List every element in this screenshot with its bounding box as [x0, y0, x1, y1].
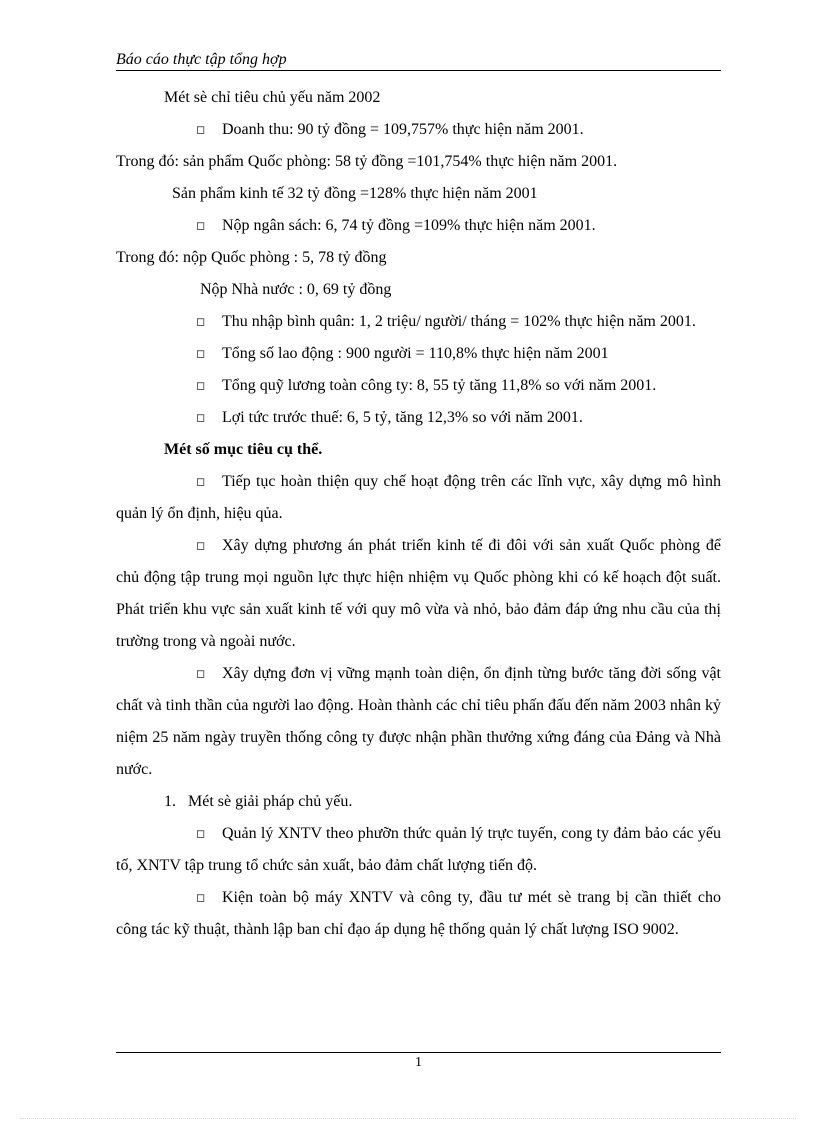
- wage-fund-text: Tổng quỹ lương toàn công ty: 8, 55 tỷ tăng 11,8% so với năm 2001.: [222, 377, 657, 394]
- profit-text: Lợi tức trước thuế: 6, 5 tỷ, tăng 12,3% so với năm 2001.: [222, 409, 583, 426]
- bullet-icon: ◻: [196, 412, 206, 424]
- goal-item: [116, 658, 721, 786]
- footer-rule: [116, 1052, 721, 1053]
- solution-item: [116, 818, 721, 882]
- revenue-defense-line: Trong đó: sản phẩm Quốc phòng: 58 tỷ đồng =101,754% thực hiện năm 2001.: [116, 153, 618, 170]
- document-body: [116, 82, 721, 946]
- bullet-icon: ◻: [196, 892, 206, 904]
- page-header-title: Báo cáo thực tập tổng hợp: [116, 51, 287, 68]
- goal-item: [116, 530, 721, 658]
- bullet-item-labor: [116, 338, 721, 370]
- budget-text: Nộp ngân sách: 6, 74 tỷ đồng =109% thực hiện năm 2001.: [222, 217, 596, 234]
- bullet-icon: ◻: [196, 124, 206, 136]
- goal-text: Xây dựng đơn vị vững mạnh toàn diện, ổn định từng bước tăng đời sống vật chất và tinh thần của người lao động. Hoàn thành các chỉ tiêu phấn đấu đến năm 2003 nhân kỷ niệm 25 năm ngày truyền thống công ty được nhận phần thưởng xứng đáng của Đảng và Nhà nước.: [116, 665, 721, 778]
- bullet-icon: ◻: [196, 316, 206, 328]
- solution-text: Kiện toàn bộ máy XNTV và công ty, đầu tư mét sè trang bị cần thiết cho công tác kỹ thuật, thành lập ban chỉ đạo áp dụng hệ thống quản lý chất lượng ISO 9002.: [116, 889, 721, 938]
- goal-text: Xây dựng phương án phát triển kinh tế đi đôi với sản xuất Quốc phòng để chủ động tập trung mọi nguồn lực thực hiện nhiệm vụ Quốc phòng khi có kế hoạch đột suất. Phát triển khu vực sản xuất kinh tế với quy mô vừa và nhỏ, bảo đảm đáp ứng nhu cầu của thị trường trong và ngoài nước.: [116, 537, 721, 650]
- bullet-icon: ◻: [196, 828, 206, 840]
- bullet-item-wage-fund: [116, 370, 721, 402]
- bullet-icon: ◻: [196, 540, 206, 552]
- bullet-icon: ◻: [196, 348, 206, 360]
- page-bottom-dotted-line: [20, 1118, 796, 1119]
- solution-text: Quản lý XNTV theo phưỡn thức quản lý trực tuyến, cong ty đảm bảo các yếu tố, XNTV tập trung tổ chức sản xuất, bảo đảm chất lượng tiến độ.: [116, 825, 721, 874]
- section2-heading: Mét số mục tiêu cụ thể.: [164, 441, 323, 458]
- labor-text: Tổng số lao động : 900 người = 110,8% thực hiện năm 2001: [222, 345, 609, 362]
- bullet-icon: ◻: [196, 668, 206, 680]
- solution-item: [116, 882, 721, 946]
- income-text: Thu nhập bình quân: 1, 2 triệu/ người/ tháng = 102% thực hiện năm 2001.: [222, 313, 696, 330]
- revenue-economic-line: Sản phẩm kinh tế 32 tỷ đồng =128% thực hiện năm 2001: [172, 185, 538, 202]
- bullet-icon: ◻: [196, 220, 206, 232]
- bullet-item-revenue: [116, 114, 721, 146]
- budget-state-line: Nộp Nhà nước : 0, 69 tỷ đồng: [200, 281, 392, 298]
- goal-text: Tiếp tục hoàn thiện quy chế hoạt động trên các lĩnh vực, xây dựng mô hình quản lý ổn định, hiệu qủa.: [116, 473, 721, 522]
- bullet-item-profit: [116, 402, 721, 434]
- budget-defense-line: Trong đó: nộp Quốc phòng : 5, 78 tỷ đồng: [116, 249, 387, 266]
- section1-heading: Mét sè chỉ tiêu chủ yếu năm 2002: [164, 89, 381, 106]
- revenue-text: Doanh thu: 90 tỷ đồng = 109,757% thực hiện năm 2001.: [222, 121, 584, 138]
- header-rule: [116, 70, 721, 71]
- bullet-item-income: [116, 306, 721, 338]
- section3-heading: [116, 786, 721, 818]
- goal-item: [116, 466, 721, 530]
- bullet-icon: ◻: [196, 476, 206, 488]
- page-number: 1: [415, 1055, 422, 1070]
- section3-number: 1.: [164, 793, 176, 810]
- section3-heading-text: Mét sè giải pháp chủ yếu.: [188, 793, 353, 810]
- bullet-item-budget: [116, 210, 721, 242]
- bullet-icon: ◻: [196, 380, 206, 392]
